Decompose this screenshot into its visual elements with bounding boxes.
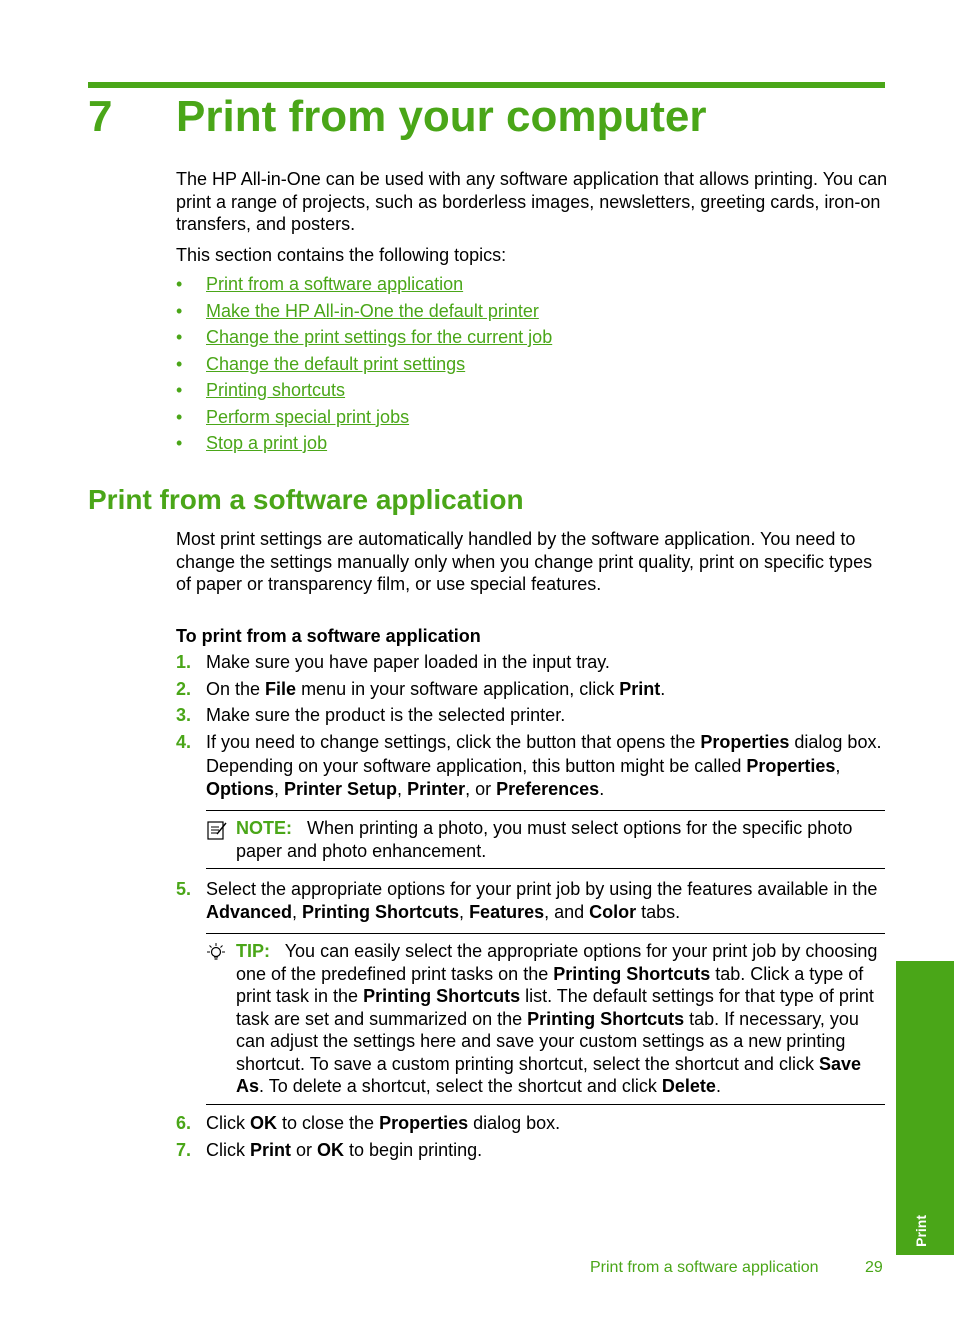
step-text: On the File menu in your software application, click Print. (206, 679, 666, 699)
topic-link[interactable]: Change the default print settings (206, 353, 466, 374)
step-number: 6. (176, 1113, 192, 1133)
list-item (176, 432, 552, 459)
list-item (176, 379, 552, 406)
list-item (176, 353, 552, 380)
topic-link[interactable]: Printing shortcuts (206, 380, 346, 400)
chapter-side-tab (896, 961, 954, 1255)
list-item (176, 300, 552, 327)
section-title: Print from a software application (88, 484, 524, 515)
note-label: NOTE: (236, 818, 292, 838)
step-7 (176, 1139, 888, 1162)
step-text: If you need to change settings, click the button that opens the Properties dialog box. Depending on your software application, this button might be called Properties, Options, Printer Setup, Printer, or Preferences. (206, 732, 882, 799)
bullet: • (176, 380, 183, 400)
topic-link[interactable]: Perform special print jobs (206, 406, 410, 427)
bullet: • (176, 406, 183, 427)
step-number: 1. (176, 652, 192, 672)
step-2 (176, 678, 888, 701)
note-callout (206, 810, 885, 869)
step-4 (176, 731, 888, 802)
topic-link[interactable]: Print from a software application (206, 274, 464, 294)
chapter-rule (88, 82, 885, 88)
topics-intro: This section contains the following topics: (176, 245, 507, 265)
bullet: • (176, 274, 183, 294)
intro-paragraph: The HP All-in-One can be used with any software application that allows printing. You can print a range of projects, such as borderless images, newsletters, greeting cards, iron-on transfers, and posters. (176, 169, 888, 234)
note-body (236, 811, 885, 862)
step-text: Click Print or OK to begin printing. (206, 1140, 483, 1160)
list-item (176, 406, 552, 433)
lightbulb-icon (206, 942, 228, 970)
topic-link[interactable]: Change the print settings for the current job (206, 327, 553, 347)
note-text: When printing a photo, you must select options for the specific photo paper and photo enhancement. (236, 818, 853, 861)
step-text: Make sure you have paper loaded in the input tray. (206, 652, 610, 672)
footer-section-title: Print from a software application (590, 1259, 819, 1276)
topic-link[interactable]: Stop a print job (206, 433, 328, 453)
step-number: 2. (176, 679, 192, 699)
step-5 (176, 878, 888, 923)
step-1 (176, 651, 888, 674)
chapter-title: Print from your computer (176, 92, 707, 141)
bullet: • (176, 353, 183, 374)
list-item (176, 326, 552, 353)
tip-label: TIP: (236, 941, 270, 961)
step-number: 5. (176, 879, 192, 899)
bullet: • (176, 300, 183, 321)
side-tab-label: Print (913, 1215, 929, 1247)
step-3 (176, 704, 888, 727)
step-6 (176, 1112, 888, 1135)
step-number: 3. (176, 705, 192, 725)
chapter-number: 7 (88, 92, 113, 141)
step-number: 7. (176, 1140, 192, 1160)
tip-body: TIP: You can easily select the appropriate options for your print job by choosing one of the predefined print tasks on the Printing Shortcuts tab. Click a type of print task in the Printing Shortcuts list. The default settings for that type of print task are set and summarized on the Printing Shortcuts tab. If necessary, you can adjust the settings here and save your custom settings as a new printing shortcut. To save a custom printing shortcut, select the shortcut and click Save As. To delete a shortcut, select the shortcut and click Delete. (236, 941, 878, 1096)
tip-callout (206, 933, 885, 1105)
topics-list (176, 273, 552, 459)
procedure-title: To print from a software application (176, 626, 481, 646)
step-text: Click OK to close the Properties dialog box. (206, 1113, 561, 1133)
list-item (176, 273, 552, 300)
step-text: Select the appropriate options for your print job by using the features available in the Advanced, Printing Shortcuts, Features, and Color tabs. (206, 879, 878, 922)
page-number: 29 (865, 1259, 883, 1276)
section-body: Most print settings are automatically handled by the software application. You need to change the settings manually only when you change print quality, print on specific types of paper or transparency film, or use special features. (176, 529, 873, 594)
step-text: Make sure the product is the selected printer. (206, 705, 566, 725)
step-number: 4. (176, 732, 192, 752)
topic-link[interactable]: Make the HP All-in-One the default printer (206, 300, 539, 321)
bullet: • (176, 433, 183, 453)
note-icon (206, 819, 228, 847)
bullet: • (176, 327, 183, 347)
